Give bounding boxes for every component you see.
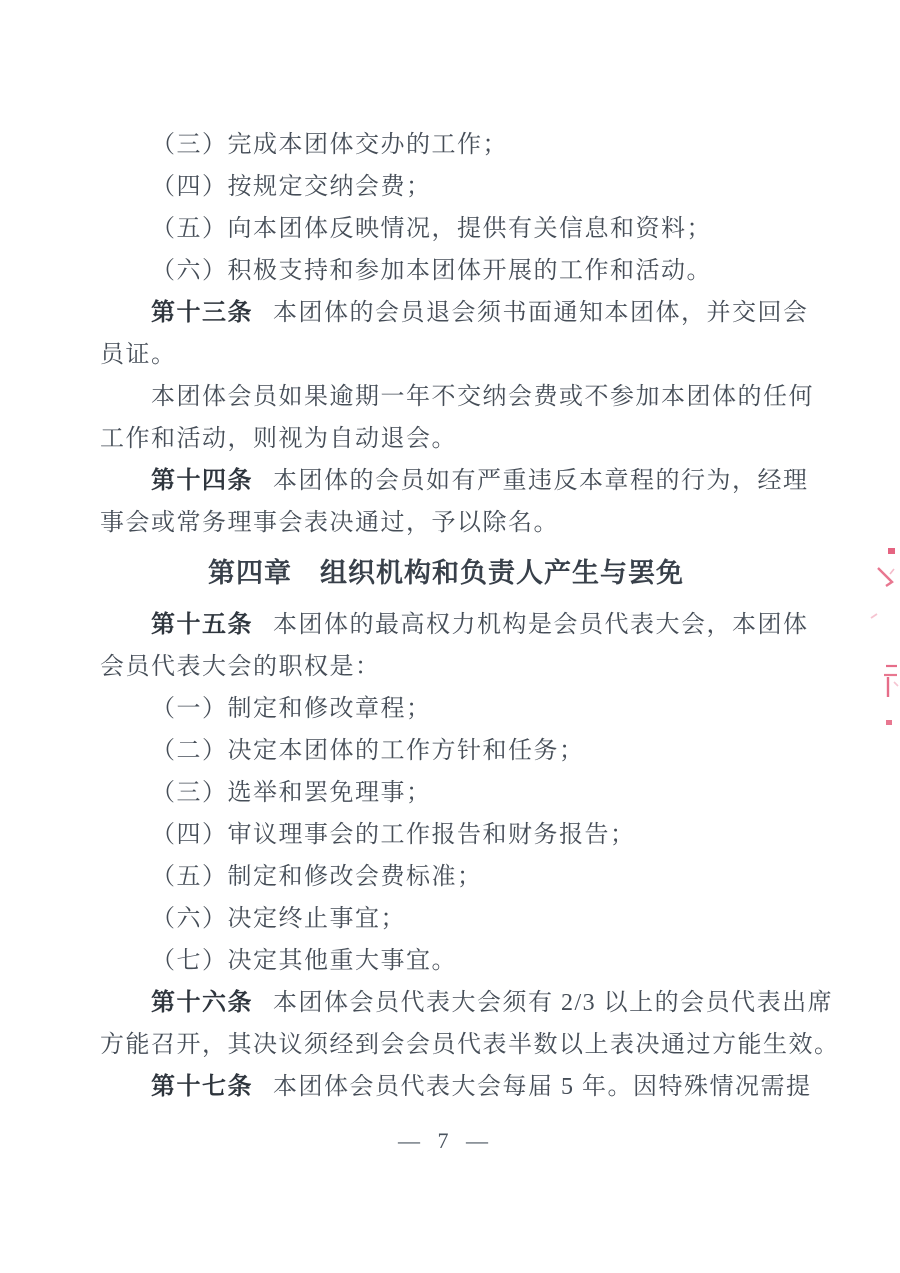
clause-item: （四）按规定交纳会费；	[151, 174, 432, 200]
clause-item: （二）决定本团体的工作方针和任务；	[151, 738, 585, 764]
clause-item: （五）制定和修改会费标准；	[151, 864, 483, 890]
article-14-text: 本团体的会员如有严重违反本章程的行为，经理	[273, 468, 809, 494]
article-15-text: 本团体的最高权力机构是会员代表大会，本团体	[273, 612, 809, 638]
article-16-number: 第十六条	[151, 990, 253, 1016]
article-15-continuation: 会员代表大会的职权是：	[100, 654, 381, 680]
red-ink-marks	[858, 538, 900, 738]
article-14-line	[100, 460, 809, 502]
page-number: — 7 —	[398, 1128, 494, 1153]
paragraph-line: 本团体会员如果逾期一年不交纳会费或不参加本团体的任何	[151, 384, 814, 410]
clause-item: （五）向本团体反映情况，提供有关信息和资料；	[151, 216, 712, 242]
article-16-continuation: 方能召开，其决议须经到会会员代表半数以上表决通过方能生效。	[100, 1032, 840, 1058]
article-15-number: 第十五条	[151, 612, 253, 638]
clause-item: （六）决定终止事宜；	[151, 906, 406, 932]
article-13-line	[100, 292, 809, 334]
article-17-line	[100, 1066, 812, 1108]
article-16-text: 本团体会员代表大会须有 2/3 以上的会员代表出席	[273, 990, 834, 1016]
article-13-continuation: 员证。	[100, 342, 177, 368]
paragraph-continuation: 工作和活动，则视为自动退会。	[100, 426, 457, 452]
clause-item: （四）审议理事会的工作报告和财务报告；	[151, 822, 636, 848]
chapter-heading: 第四章 组织机构和负责人产生与罢免	[208, 558, 684, 588]
article-16-line	[100, 982, 834, 1024]
article-17-number: 第十七条	[151, 1074, 253, 1100]
document-body	[100, 124, 840, 1154]
article-17-text: 本团体会员代表大会每届 5 年。因特殊情况需提	[273, 1074, 812, 1100]
clause-item: （三）完成本团体交办的工作；	[151, 132, 508, 158]
article-15-line	[100, 604, 809, 646]
article-13-text: 本团体的会员退会须书面通知本团体，并交回会	[273, 300, 809, 326]
clause-item: （七）决定其他重大事宜。	[151, 948, 457, 974]
clause-item: （三）选举和罢免理事；	[151, 780, 432, 806]
clause-item: （一）制定和修改章程；	[151, 696, 432, 722]
article-14-number: 第十四条	[151, 468, 253, 494]
article-14-continuation: 事会或常务理事会表决通过，予以除名。	[100, 510, 559, 536]
clause-item: （六）积极支持和参加本团体开展的工作和活动。	[151, 258, 712, 284]
article-13-number: 第十三条	[151, 300, 253, 326]
